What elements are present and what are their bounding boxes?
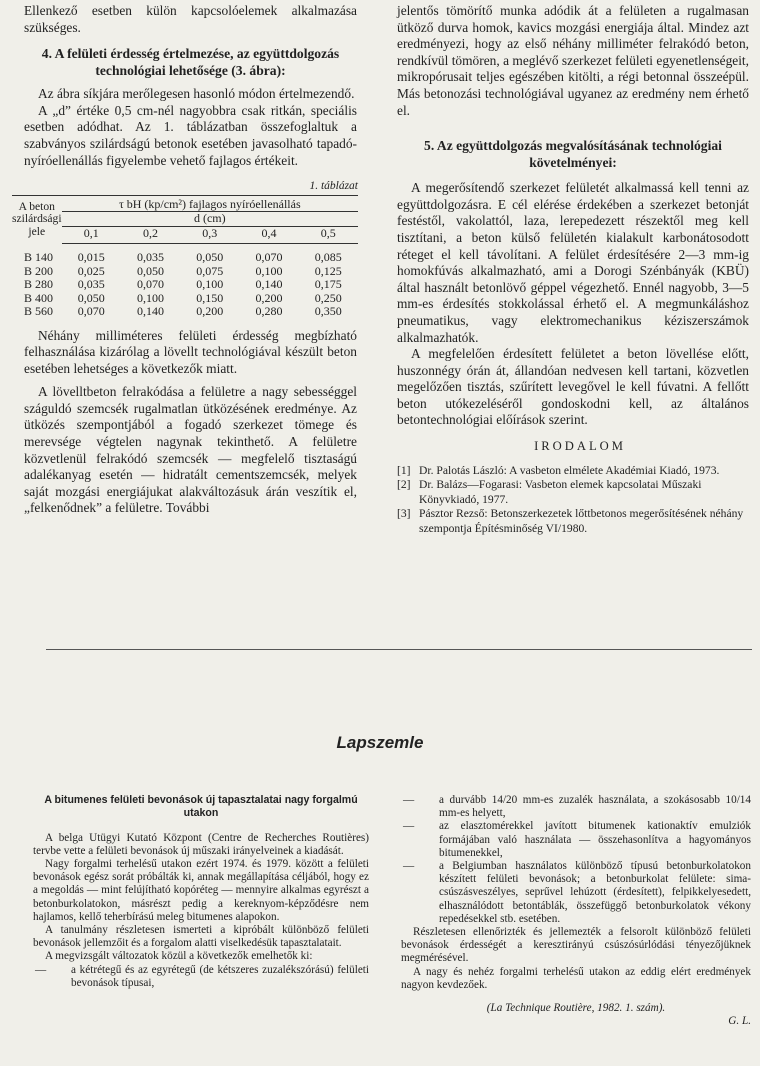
- table-cell: 0,150: [196, 290, 224, 305]
- table-d-value: 0,1: [62, 226, 121, 243]
- paragraph: Az ábra síkjára merőlegesen hasonló módon értelmezendő.: [38, 86, 355, 102]
- reference-item: [397, 507, 749, 536]
- review-right-column: [401, 794, 751, 1028]
- table-row: [12, 265, 358, 278]
- table-cell: 0,050: [136, 263, 164, 278]
- paragraph: A tanulmány részletesen ismerteti a kipróbált különböző felületi bevonások jellemzőit és a forgalom alatti viselkedésük tapasztalatait.: [33, 924, 369, 950]
- table-d-value: 0,5: [299, 226, 358, 243]
- intro-paragraph: Ellenkező esetben külön kapcsolóelemek alkalmazása szükséges.: [24, 3, 357, 35]
- reference-item: [397, 478, 749, 507]
- list-item-text: a kétrétegű és az egyrétegű (de kétszeres zuzalékszórású) felületi bevonások típusai,: [71, 963, 369, 989]
- source-citation: (La Technique Routière, 1982. 1. szám).: [486, 1002, 666, 1015]
- table-row-label: B 560: [24, 304, 54, 319]
- table-cell: 0,070: [136, 277, 164, 292]
- table-cell: 0,140: [136, 304, 164, 319]
- paragraph: A „d” értéke 0,5 cm-nél nagyobbra csak ritkán, speciális esetben adódhat. Az 1. táblázatban összefoglaltuk a szabványos szilárdságú betonok esetében javasolható tapadó-nyíróellenállás figyelembe vehető fajlagos értékeit.: [24, 102, 357, 168]
- table-row: [12, 292, 358, 305]
- signature: G. L.: [728, 1015, 751, 1028]
- table-row-label: B 280: [24, 277, 54, 292]
- paragraph: A megerősítendő szerkezet felületét alkalmassá kell tenni az együttdolgozásra. E cél elérése érdekében a szerkezet betonját festéstől, vakolattól, laza, lerepedezett részektől meg kell tisztítani, a beton külső felületén kialakult karbonátosodott réteget el kell távolítani. A felület érdesítésére 2—3 mm-ig homokfúvás alkalmazható, ami a Dorogi Szénbányák (KBÜ) által használt betonlövő géppel végezhető. Ennél nagyobb, 3—5 mm-es érdesítés stokkolással érhető el. A megmunkáláshoz pneumatikus, vagy elektromechanikus kéziszerszámok alkalmazhatók.: [397, 180, 749, 345]
- continued-paragraph: jelentős tömörítő munka adódik át a felületen a rugalmasan ütköző durva homok, kavics mozgási energiája által. Mindez azt eredményezi, hogy az első néhány milliméter felrakódó beton, rendkívül tömören, a meglévő szerkezet felületi egyenetlenségeit, mikropórusait teljes egészében kitölti, a régi betonnal összeépül. Más betonozási technológiával ugyanez az eredmény nem érhető el.: [397, 3, 749, 118]
- table-header-d: d (cm): [62, 212, 358, 226]
- table-cell: 0,025: [77, 263, 105, 278]
- reference-text: Pásztor Rezső: Betonszerkezetek lőttbetonos megerősítésének néhány szempontja Építésminőség VI/1980.: [419, 507, 744, 536]
- list-item-text: a durvább 14/20 mm-es zuzalék használata, a szokásosabb 10/14 mm-es helyett,: [439, 794, 751, 820]
- right-column: [397, 3, 749, 537]
- table-row: [12, 251, 358, 264]
- shear-resistance-table: [12, 195, 358, 319]
- list-item: — a Belgiumban használatos különböző típusú betonburkolatokon készített felületi bevonások; a betonburkolat felülete: sima-csúszásveszélyes, seprűvel lehúzott (érdesített), felpikkelyesedett, elhasználódott betontáblák, összefüggő betonburkolatok vékony repedésekkel stb. esetében.: [403, 860, 751, 925]
- table-cell: 0,100: [255, 263, 283, 278]
- paragraph: A belga Utügyi Kutató Központ (Centre de Recherches Routières) tervbe vette a felületi bevonások új műszaki irányelveinek a kiadását.: [33, 831, 369, 857]
- list-item: — az elasztomérekkel javított bitumenek kationaktív emulziók formájában való használata — összehasonlítva a hagyományos bitumenekkel,: [403, 820, 751, 859]
- table-row-label: B 140: [24, 250, 54, 265]
- reference-item: [397, 464, 749, 479]
- table-cell: 0,280: [255, 304, 283, 319]
- reference-text: Dr. Palotás László: A vasbeton elmélete Akadémiai Kiadó, 1973.: [419, 463, 720, 477]
- paragraph: A megvizsgált változatok közül a következők emelhetők ki:: [45, 950, 313, 963]
- section-4-heading: 4. A felületi érdesség értelmezése, az együttdolgozás technológiai lehetősége (3. ábra):: [41, 46, 340, 79]
- table-cell: 0,085: [314, 250, 342, 265]
- table-row-label: B 400: [24, 290, 54, 305]
- table-cell: 0,070: [77, 304, 105, 319]
- table-d-value: 0,2: [121, 226, 180, 243]
- table-d-value: 0,3: [180, 226, 239, 243]
- paragraph: Nagy forgalmi terhelésű utakon ezért 1974. és 1979. között a felületi bevonások egész sorát próbálták ki, annak megállapítása céljából, hogy ez a megoldás — mint felújítható kopóréteg — mennyire alkalmas egyrészt a betonburkolatokon, másrészt pedig a kereknyom-képződésre nem hajlamos, kellő teherbírású meleg bitumenes alapokon.: [33, 858, 369, 923]
- table-caption: 1. táblázat: [309, 180, 358, 193]
- table-cell: 0,200: [196, 304, 224, 319]
- table-cell: 0,050: [196, 250, 224, 265]
- table-cell: 0,070: [255, 250, 283, 265]
- divider: [46, 649, 752, 650]
- paragraph: A nagy és nehéz forgalmi terhelésű utakon az eddig elért eredmények nagyon kevdezőek.: [401, 965, 751, 991]
- list-item: — a durvább 14/20 mm-es zuzalék használata, a szokásosabb 10/14 mm-es helyett,: [403, 794, 751, 820]
- review-left-column: [33, 794, 369, 990]
- table-cell: 0,125: [314, 263, 342, 278]
- table-header-main: τ bH (kp/cm²) fajlagos nyíróellenállás: [62, 195, 358, 211]
- table-cell: 0,015: [77, 250, 105, 265]
- table-cell: 0,200: [255, 290, 283, 305]
- list-item-text: a Belgiumban használatos különböző típusú betonburkolatokon készített felületi bevonások; a betonburkolat felülete: sima-csúszásveszélyes, seprűvel lehúzott (érdesített), felpikkelyesedett, elhasználódott betontáblák, összefüggő betonburkolatok vékony repedésekkel stb. esetében.: [439, 860, 751, 925]
- paragraph: Néhány milliméteres felületi érdesség megbízható felhasználása kizárólag a lövellt technológiával készült beton esetében lehetséges a következők miatt.: [24, 327, 357, 376]
- paragraph: A megfelelően érdesített felületet a beton lövellése előtt, huszonnégy órán át, állandóan nedvesen kell tartani, közvetlen megelőzően tisztás, szűrített levegővel le kell fúvatni. A fellőtt beton utókezeléséről gondoskodni kell, az általános betontechnológiai előírások szerint.: [397, 346, 749, 428]
- list-item-text: az elasztomérekkel javított bitumenek kationaktív emulziók formájában való használata — összehasonlítva a hagyományos bitumenekkel,: [439, 820, 751, 859]
- reference-text: Dr. Balázs—Fogarasi: Vasbeton elemek kapcsolatai Műszaki Könyvkiadó, 1977.: [419, 478, 702, 506]
- reference-number: [3]: [397, 507, 411, 521]
- table-d-value: 0,4: [239, 226, 298, 243]
- paragraph: A lövelltbeton felrakódása a felületre a nagy sebességgel száguldó szemcsék rugalmatlan ütközésének eredménye. Az ütközés szempontjából a fogadó szerkezet tömege és merevsége végtelen nagynak tekinthető. A felületre közvetlenül felrakódó szemcsék — megfelelő tisztaságú adalékanyag esetén — hidratált cementszemcsék, melyek saját mozgási energiájukat alakváltozásuk árán veszítik el, „felkenődnek” a felületre. További: [24, 384, 357, 516]
- table-cell: 0,100: [136, 290, 164, 305]
- table-row: [12, 278, 358, 291]
- table-cell: 0,100: [196, 277, 224, 292]
- table-row: [12, 305, 358, 318]
- left-column: [12, 3, 358, 517]
- section-5-heading: 5. Az együttdolgozás megvalósításának technológiai követelményei:: [424, 138, 722, 171]
- references-heading: IRODALOM: [534, 439, 626, 454]
- table-cell: 0,050: [77, 290, 105, 305]
- table-cell: 0,075: [196, 263, 224, 278]
- table-row-label: B 200: [24, 263, 54, 278]
- references-list: [397, 464, 749, 537]
- table-cell: 0,140: [255, 277, 283, 292]
- table-cell: 0,175: [314, 277, 342, 292]
- reference-number: [2]: [397, 478, 411, 492]
- paragraph: Részletesen ellenőrizték és jellemezték a felsorolt különböző felületi bevonások érdességét a keresztirányú csúszósúrlódási tényezőjüknek megmérésével.: [401, 926, 751, 965]
- table-cell: 0,350: [314, 304, 342, 319]
- table-header-concrete: A beton szilárdsági jele: [12, 195, 62, 243]
- review-heading: A bitumenes felületi bevonások új tapasztalatai nagy forgalmú utakon: [44, 794, 358, 819]
- list-item: — a kétrétegű és az egyrétegű (de kétszeres zuzalékszórású) felületi bevonások típusai,: [35, 963, 369, 989]
- section-title: Lapszemle: [336, 733, 424, 752]
- table-cell: 0,035: [136, 250, 164, 265]
- table-cell: 0,250: [314, 290, 342, 305]
- reference-number: [1]: [397, 463, 411, 477]
- table-cell: 0,035: [77, 277, 105, 292]
